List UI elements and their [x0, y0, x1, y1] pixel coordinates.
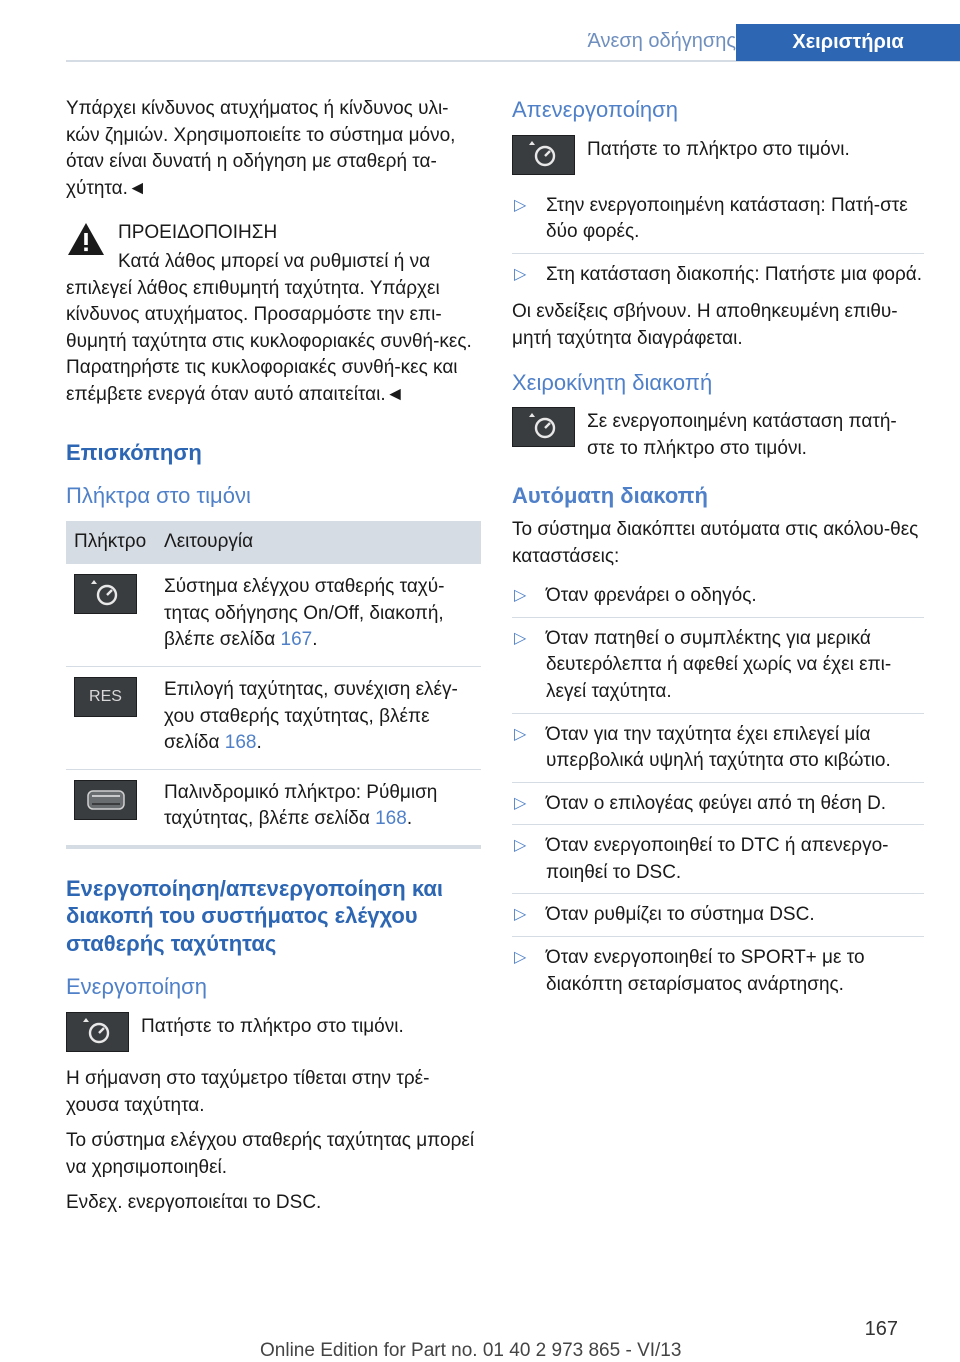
triangle-bullet-icon: ▷	[514, 629, 527, 647]
deactivate-heading: Απενεργοποίηση	[512, 97, 678, 122]
list-item: ▷ Στην ενεργοποιημένη κατάσταση: Πατή-στε δύο φορές.	[512, 189, 924, 254]
header-bar	[66, 24, 960, 62]
page-link[interactable]: 168	[375, 808, 407, 830]
table-cell-text: Παλινδρομικό πλήκτρο: Ρύθμιση ταχύτητας, βλέπε σελίδα	[164, 781, 438, 830]
triangle-bullet-icon: ▷	[514, 587, 527, 605]
warning-text: επιλεγεί λάθος επιθυμητή ταχύτητα. Υπάρχει κίνδυνος ατυχήματος. Προσαρμόστε την επι-θυμητή ταχύτητα στις κυκλοφοριακές συνθή-κες. Παρατηρήστε τις κυκλοφοριακές συνθή-κες και επέμβετε ενεργά όταν αυτό απαιτείται.◄	[66, 277, 472, 405]
deactivate-text: Πατήστε το πλήκτρο στο τιμόνι.	[587, 138, 850, 160]
list-item: ▷ Όταν ρυθμίζει το σύστημα DSC.	[512, 898, 924, 937]
manual-instruction	[512, 407, 924, 462]
table-row: Σύστημα ελέγχου σταθερής ταχύ-τητας οδήγησης On/Off, διακοπή, βλέπε σελίδα 167.	[66, 564, 481, 667]
right-column	[512, 96, 924, 1009]
page-link[interactable]: 167	[280, 629, 313, 651]
usable-text: Το σύστημα ελέγχου σταθερής ταχύτητας μπορεί να χρησιμοποιηθεί.	[66, 1130, 475, 1178]
cruise-control-icon	[521, 411, 567, 443]
triangle-bullet-icon: ▷	[514, 906, 527, 924]
list-item: ▷ Στη κατάσταση διακοπής: Πατήστε μια φορά.	[514, 263, 923, 285]
buttons-heading: Πλήκτρα στο τιμόνι	[66, 483, 251, 509]
table-header-function: Λειτουργία	[156, 521, 481, 564]
auto-heading: Αυτόματη διακοπή	[512, 483, 708, 509]
list-item: ▷ Όταν πατηθεί ο συμπλέκτης για μερικά δευτερόλεπτα ή αφεθεί χωρίς να έχει επι-λεγεί ταχύτητα.	[512, 622, 924, 714]
edition-text: Online Edition for Part no. 01 40 2 973 865 - VI/13	[260, 1340, 682, 1361]
warning-title: ΠΡΟΕΙΔΟΠΟΙΗΣΗ	[118, 222, 278, 244]
manual-text: Σε ενεργοποιημένη κατάσταση πατή-στε το πλήκτρο στο τιμόνι.	[587, 411, 897, 459]
section-title: Άνεση οδήγησης	[587, 30, 736, 52]
list-item: ▷ Όταν φρενάρει ο οδηγός.	[512, 579, 924, 618]
triangle-bullet-icon: ▷	[514, 265, 527, 283]
cruise-button-image	[66, 1012, 129, 1052]
intro-text: Υπάρχει κίνδυνος ατυχήματος ή κίνδυνος υλι-κών ζημιών. Χρησιμοποιείτε το σύστημα μόνο, όταν είναι δυνατή η οδήγηση με σταθερή τα-χύτητα.◄	[66, 98, 456, 199]
activate-heading: Ενεργοποίηση	[66, 974, 207, 1000]
chapter-title: Χειριστήρια	[736, 24, 960, 61]
triangle-bullet-icon: ▷	[514, 196, 527, 214]
res-button-image: RES	[74, 677, 137, 717]
warning-triangle-icon	[66, 220, 106, 258]
deactivate-instruction	[512, 135, 924, 175]
overview-heading: Επισκόπηση	[66, 439, 202, 465]
page-number: 167	[864, 1318, 898, 1340]
cruise-control-icon	[75, 1016, 121, 1048]
cruise-button-image	[512, 407, 575, 447]
dsc-text: Ενδεχ. ενεργοποιείται το DSC.	[66, 1192, 322, 1214]
table-cell-text: Επιλογή ταχύτητας, συνέχιση ελέγ-χου σταθερής ταχύτητας, βλέπε σελίδα	[164, 679, 458, 754]
rocker-button-image	[74, 780, 137, 820]
manual-heading: Χειροκίνητη διακοπή	[512, 369, 713, 395]
deactivate-note: Οι ενδείξεις σβήνουν. Η αποθηκευμένη επιθυ-μητή ταχύτητα διαγράφεται.	[512, 301, 898, 349]
table-header-row	[66, 521, 481, 564]
left-column	[66, 96, 481, 1226]
table-row: Παλινδρομικό πλήκτρο: Ρύθμιση ταχύτητας, βλέπε σελίδα 168.	[66, 769, 481, 847]
auto-intro: Το σύστημα διακόπτει αυτόματα στις ακόλου-θες καταστάσεις:	[512, 518, 919, 567]
cruise-onoff-button-image	[74, 574, 137, 614]
warning-first-line: Κατά λάθος μπορεί να ρυθμιστεί ή να	[118, 250, 431, 272]
list-item: ▷ Όταν ενεργοποιηθεί το SPORT+ με το διακόπτη σεταρίσματος ανάρτησης.	[514, 947, 865, 995]
triangle-bullet-icon: ▷	[514, 794, 527, 812]
activate-instruction	[66, 1012, 481, 1052]
table-row: RES Επιλογή ταχύτητας, συνέχιση ελέγ-χου σταθερής ταχύτητας, βλέπε σελίδα 168.	[66, 667, 481, 770]
activation-heading: Ενεργοποίηση/απενεργοποίηση και διακοπή του συστήματος ελέγχου σταθερής ταχύτητας	[66, 875, 443, 956]
auto-list	[512, 579, 924, 1005]
list-item: ▷ Όταν ενεργοποιηθεί το DTC ή απενεργο-ποιηθεί το DSC.	[512, 829, 924, 894]
cruise-control-icon	[83, 578, 129, 610]
speedometer-text: Η σήμανση στο ταχύμετρο τίθεται στην τρέ-χουσα ταχύτητα.	[66, 1068, 430, 1116]
activate-text: Πατήστε το πλήκτρο στο τιμόνι.	[141, 1016, 404, 1038]
rocker-switch-icon	[83, 784, 129, 816]
triangle-bullet-icon: ▷	[514, 949, 527, 967]
buttons-table	[66, 521, 481, 849]
deactivate-list	[512, 189, 924, 296]
list-item: ▷ Όταν ο επιλογέας φεύγει από τη θέση D.	[512, 787, 924, 826]
page-link[interactable]: 168	[224, 732, 257, 754]
triangle-bullet-icon: ▷	[514, 725, 527, 743]
triangle-bullet-icon: ▷	[514, 837, 527, 855]
list-item: ▷ Όταν για την ταχύτητα έχει επιλεγεί μία υπερβολικά υψηλή ταχύτητα στο κιβώτιο.	[512, 718, 924, 783]
table-header-key: Πλήκτρο	[66, 521, 156, 564]
warning-block	[66, 220, 481, 408]
cruise-button-image	[512, 135, 575, 175]
cruise-control-icon	[521, 139, 567, 171]
table-cell-text: Σύστημα ελέγχου σταθερής ταχύ-τητας οδήγησης On/Off, διακοπή, βλέπε σελίδα	[164, 576, 445, 651]
